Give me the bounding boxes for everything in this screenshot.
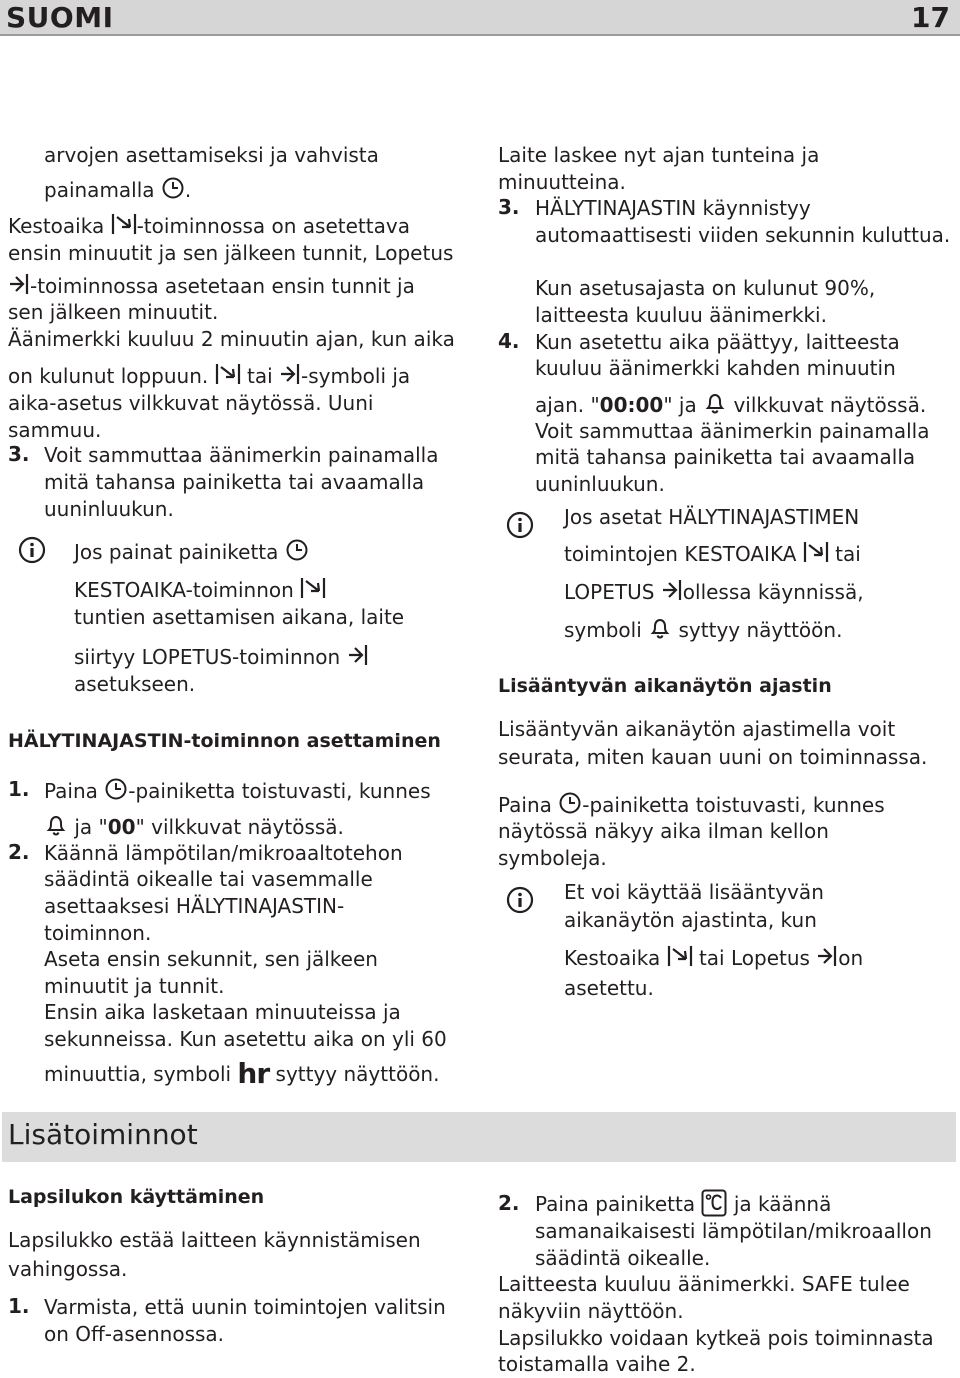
right-c-line-3a: Paina <box>498 793 552 817</box>
left-cont-2: painamalla . <box>44 178 192 202</box>
page-number: 17 <box>911 1 950 34</box>
right-note-line-3 <box>564 578 864 606</box>
info-icon <box>18 536 46 564</box>
left-s2-line-7: Ensin aika lasketaan minuuteissa ja <box>44 1000 401 1024</box>
left-s2-line-6: minuutit ja tunnit. <box>44 974 225 998</box>
child-lock-s2-line-3: säädintä oikealle. <box>535 1246 711 1270</box>
right-c-line-1: Lisääntyvän aikanäytön ajastimella voit <box>498 717 896 741</box>
left-s2-line-3: asettaaksesi HÄLYTINAJASTIN- <box>44 894 345 918</box>
left-s2-line-5: Aseta ensin sekunnit, sen jälkeen <box>44 947 378 971</box>
child-lock-s2-line-1 <box>535 1189 831 1218</box>
right-note-line-1: Jos asetat HÄLYTINAJASTIMEN <box>564 505 860 529</box>
left-s2-line-1: Käännä lämpötilan/mikroaaltotehon <box>44 841 403 865</box>
left-step3-line-1: Voit sammuttaa äänimerkin painamalla <box>44 443 439 467</box>
cumulative-heading: Lisääntyvän aikanäytön ajastin <box>498 675 832 697</box>
right-note-line-4 <box>564 616 842 644</box>
right-note-line-2a: toimintojen KESTOAIKA <box>564 542 797 566</box>
duration-icon <box>300 576 326 600</box>
right-s4-line-4: Voit sammuttaa äänimerkin painamalla <box>535 419 930 443</box>
info-icon <box>506 511 534 539</box>
left-note-line-3: tuntien asettamisen aikana, laite <box>74 605 405 629</box>
clock-icon <box>161 176 185 200</box>
right-s4-number: 4. <box>498 329 520 353</box>
child-lock-s1-number: 1. <box>8 1294 30 1318</box>
left-sound-2b: tai <box>246 364 273 388</box>
right-note-line-3b: ollessa käynnissä, <box>682 580 864 604</box>
left-step3-number: 3. <box>8 442 30 466</box>
left-kesto-1 <box>8 212 410 240</box>
left-s1-line-1b: -painiketta toistuvasti, kunnes <box>128 779 431 803</box>
left-note-line-1 <box>74 538 309 566</box>
right-s4-line-2: kuuluu äänimerkki kahden minuutin <box>535 356 896 380</box>
right-c-line-3b: -painiketta toistuvasti, kunnes <box>582 793 885 817</box>
left-s1-line-2a: ja " <box>74 815 108 839</box>
right-c-line-4: näytössä näkyy aika ilman kellon <box>498 819 829 843</box>
right-s3-line-4: laitteesta kuuluu äänimerkki. <box>535 303 827 327</box>
left-s2-line-8: sekunneissa. Kun asetettu aika on yli 60 <box>44 1027 447 1051</box>
right-s4-line-6: uuninluukun. <box>535 472 665 496</box>
right-note2-line-4: asetettu. <box>564 976 654 1000</box>
right-s3-line-1: HÄLYTINAJASTIN käynnistyy <box>535 196 811 220</box>
section-title: Lisätoiminnot <box>8 1118 198 1151</box>
left-note-line-4 <box>74 643 369 671</box>
left-kesto-2: ensin minuutit ja sen jälkeen tunnit, Lopetus <box>8 241 454 265</box>
left-s1-line-2c: " vilkkuvat näytössä. <box>135 815 344 839</box>
duration-icon <box>667 944 693 968</box>
child-lock-s1-line-2: on Off-asennossa. <box>44 1322 225 1346</box>
child-lock-para-3: Lapsilukko voidaan kytkeä pois toiminnasta <box>498 1326 934 1350</box>
left-s1-line-2b: 00 <box>107 815 136 839</box>
left-s2-line-9c: syttyy näyttöön. <box>275 1062 440 1086</box>
right-note-line-2b: tai <box>835 542 861 566</box>
right-note-line-4a: symboli <box>564 618 642 642</box>
right-s4-line-3c: " ja <box>663 393 697 417</box>
right-s3-number: 3. <box>498 195 520 219</box>
bell-icon <box>703 391 727 415</box>
left-note-line-2-text: KESTOAIKA-toiminnon <box>74 578 294 602</box>
left-s1-line-2 <box>44 813 344 841</box>
left-kesto-3-text: -toiminnossa asetetaan ensin tunnit ja <box>30 274 415 298</box>
end-time-icon <box>347 643 369 667</box>
child-lock-heading: Lapsilukon käyttäminen <box>8 1186 265 1208</box>
left-s2-line-4: toiminnon. <box>44 921 152 945</box>
right-note2-line-3b: tai Lopetus <box>698 946 810 970</box>
child-lock-s2-number: 2. <box>498 1191 520 1215</box>
left-sound-2a: on kulunut loppuun. <box>8 364 209 388</box>
left-s1-number: 1. <box>8 777 30 801</box>
right-c-line-3 <box>498 791 885 819</box>
header-language: SUOMI <box>6 1 114 34</box>
left-s2-number: 2. <box>8 840 30 864</box>
left-step3-line-3: uuninluukun. <box>44 497 174 521</box>
right-s4-line-3b: 00:00 <box>599 393 664 417</box>
child-lock-para-4: toistamalla vaihe 2. <box>498 1352 696 1376</box>
alarm-heading: HÄLYTINAJASTIN-toiminnon asettaminen <box>8 730 441 752</box>
left-s1-line-1 <box>44 777 431 805</box>
right-c-line-5: symboleja. <box>498 846 607 870</box>
left-sound-3: aika-asetus vilkkuvat näytössä. Uuni <box>8 391 374 415</box>
end-time-icon <box>8 272 30 296</box>
left-s2-line-2: säädintä oikealle tai vasemmalle <box>44 867 373 891</box>
right-c-line-2: seurata, miten kauan uuni on toiminnassa. <box>498 745 928 769</box>
child-lock-s2-line-1a: Paina painiketta <box>535 1192 696 1216</box>
right-s4-line-1: Kun asetettu aika päättyy, laitteesta <box>535 330 900 354</box>
left-note-line-4-text: siirtyy LOPETUS-toiminnon <box>74 645 341 669</box>
left-sound-4: sammuu. <box>8 418 102 442</box>
left-note-line-2 <box>74 576 326 604</box>
left-kesto-1b: -toiminnossa on asetettava <box>136 214 410 238</box>
right-note2-line-3a: Kestoaika <box>564 946 661 970</box>
right-s4-line-5: mitä tahansa painiketta tai avaamalla <box>535 445 916 469</box>
right-line-1: Laite laskee nyt ajan tunteina ja <box>498 143 820 167</box>
right-note-line-2 <box>564 540 861 568</box>
left-kesto-4: sen jälkeen minuutit. <box>8 300 219 324</box>
hr-symbol: hr <box>237 1057 270 1090</box>
child-lock-s1-line-1: Varmista, että uunin toimintojen valitsin <box>44 1295 446 1319</box>
end-time-icon <box>661 578 683 602</box>
right-note2-line-2: aikanäytön ajastinta, kun <box>564 908 817 932</box>
left-s2-line-9 <box>44 1057 440 1090</box>
right-s4-line-3a: ajan. " <box>535 393 600 417</box>
left-sound-2 <box>8 362 410 390</box>
left-s1-line-1a: Paina <box>44 779 98 803</box>
child-lock-para-1: Laitteesta kuuluu äänimerkki. SAFE tulee <box>498 1272 910 1296</box>
right-note2-line-1: Et voi käyttää lisääntyvän <box>564 880 824 904</box>
duration-icon <box>111 212 137 236</box>
duration-icon <box>215 362 241 386</box>
child-lock-intro-1: Lapsilukko estää laitteen käynnistämisen <box>8 1228 421 1252</box>
left-step3-line-2: mitä tahansa painiketta tai avaamalla <box>44 470 425 494</box>
section-bar <box>2 1112 956 1162</box>
right-note-line-3a: LOPETUS <box>564 580 655 604</box>
thermometer-button-icon <box>701 1189 727 1217</box>
end-time-icon <box>816 944 838 968</box>
child-lock-para-2: näkyviin näyttöön. <box>498 1299 684 1323</box>
right-s4-line-3 <box>535 391 926 419</box>
clock-icon <box>285 538 309 562</box>
info-icon <box>506 886 534 914</box>
left-s2-line-9a: minuuttia, symboli <box>44 1062 232 1086</box>
right-line-2: minuutteina. <box>498 170 626 194</box>
left-kesto-3 <box>8 272 415 300</box>
child-lock-intro-2: vahingossa. <box>8 1257 128 1281</box>
left-cont-2-text: painamalla <box>44 178 155 202</box>
right-note-line-4b: syttyy näyttöön. <box>678 618 843 642</box>
child-lock-s2-line-2: samanaikaisesti lämpötilan/mikroaallon <box>535 1219 932 1243</box>
left-cont-1: arvojen asettamiseksi ja vahvista <box>44 143 379 167</box>
clock-icon <box>558 791 582 815</box>
bell-icon <box>648 616 672 640</box>
right-note2-line-3c: on <box>838 946 864 970</box>
clock-icon <box>104 777 128 801</box>
child-lock-s2-line-1b: ja käännä <box>733 1192 832 1216</box>
left-sound-1: Äänimerkki kuuluu 2 minuutin ajan, kun aika <box>8 327 455 351</box>
left-kesto-1a: Kestoaika <box>8 214 105 238</box>
right-s3-line-3: Kun asetusajasta on kulunut 90%, <box>535 276 876 300</box>
right-note2-line-3 <box>564 944 863 972</box>
left-sound-2c: -symboli ja <box>301 364 411 388</box>
left-note-line-5: asetukseen. <box>74 672 196 696</box>
bell-icon <box>44 813 68 837</box>
page-header <box>0 0 960 36</box>
duration-icon <box>803 540 829 564</box>
left-note-line-1-text: Jos painat painiketta <box>74 540 279 564</box>
right-s3-line-2: automaattisesti viiden sekunnin kuluttua. <box>535 223 951 247</box>
right-s4-line-3d: vilkkuvat näytössä. <box>733 393 927 417</box>
end-time-icon <box>279 362 301 386</box>
